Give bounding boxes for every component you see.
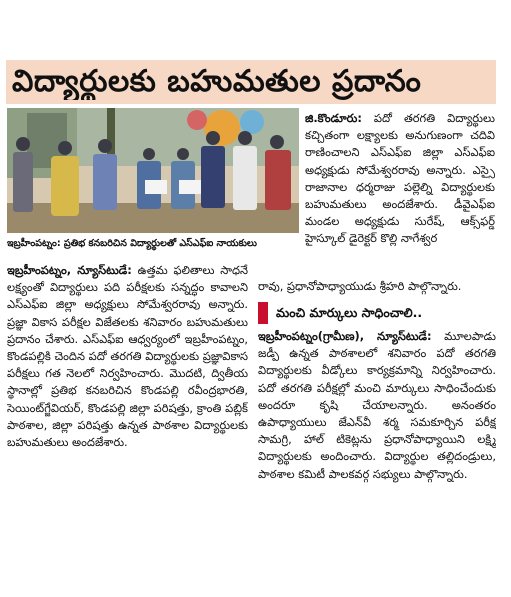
photo-caption: ఇబ్రహీంపట్నం: ప్రతిభ కనబరిచిన విద్యార్థులతో ఎస్‌ఎఫ్‌ఐ నాయకులు xyxy=(7,238,257,249)
subhead-marker xyxy=(258,302,268,324)
story-gkonduru xyxy=(305,110,495,278)
headline: విద్యార్థులకు బహుమతుల ప్రదానం xyxy=(12,64,422,99)
story-rural-dateline: ఇబ్రహీంపట్నం(గ్రామీణ), న్యూస్‌టుడే: xyxy=(258,329,432,343)
story-rural-body: మూలపాడు జడ్పీ ఉన్నత పాఠశాలలో శనివారం పదో తరగతి విద్యార్థులకు వీడ్కోలు కార్యక్రమాన్ని నిర్వహించారు. పదో తరగతి పరీక్షల్లో మంచి మార్కులు సాధించేందుకు అందరూ కృషి చేయాలన్నారు. అనంతరం ఉపాధ్యాయులు జేఎన్‌వీ శర్మ సమకూర్చిన పరీక్ష సామగ్రి, హాల్ టికెట్లను ప్రధానోపాధ్యాయిని లక్ష్మి విద్యార్థులకు అందించారు. విద్యార్థుల తల్లిదండ్రులు, పాఠశాల కమిటీ పాలకవర్గ సభ్యులు పాల్గొన్నారు. xyxy=(258,329,496,481)
story-ibrahimpatnam-dateline: ఇబ్రహీంపట్నం, న్యూస్‌టుడే: xyxy=(7,263,132,277)
story-rural xyxy=(258,328,496,512)
story-ibrahimpatnam-body: ఉత్తమ ఫలితాలు సాధనే లక్ష్యంతో విద్యార్థులు పది పరీక్షలకు సన్నద్ధం కావాలని ఎస్‌ఎఫ్‌ఐ జిల్లా అధ్యక్షులు సోమేశ్వరరావు అన్నారు. ప్రజ్ఞా వికాస పరీక్షల విజేతలకు శనివారం బహుమతులు ప్రదానం చేశారు. ఎస్‌ఎఫ్‌ఐ ఆధ్వర్యంలో ఇబ్రహీంపట్నం, కొండపల్లికి చెందిన పదో తరగతి విద్యార్థులకు ప్రజ్ఞావికాస పరీక్షలు గత నెలలో నిర్వహించారు. మొదటి, ద్వితీయ స్థానాల్లో ప్రతిభ కనబరిచిన కొండపల్లి రవీంద్రభారతి, సెయింట్‌గ్జేవియర్, కొండపల్లి జిల్లా పరిషత్తు, క్రాంతి పబ్లిక్ పాఠశాల, జిల్లా పరిషత్తు ఉన్నత పాఠశాల విద్యార్థులకు బహుమతులు అందజేశారు. xyxy=(7,263,248,450)
story-gkonduru-dateline: జి.కొండూరు: xyxy=(305,111,362,125)
story-gkonduru-tail-text: రావు, ప్రధానోపాధ్యాయుడు శ్రీహరి పాల్గొన్నారు. xyxy=(258,279,462,293)
group-photo-image xyxy=(7,108,299,233)
story-gkonduru-body: పదో తరగతి విద్యార్థులు కచ్చితంగా లక్ష్యాలకు అనుగుణంగా చదివి రాణించాలని ఎస్‌ఎఫ్‌ఐ జిల్లా ఎస్‌ఎఫ్‌ఐ అధ్యక్షుడు సోమేశ్వరరావు అన్నారు. ఎస్సై రాజానాల ధర్మరాజు పల్లెల్ని విద్యార్థులకు బహుమతులు అందజేశారు. డీవైఎఫ్‌ఐ మండల అధ్యక్షుడు సురేష్, ఆక్స్‌ఫర్డ్ హైస్కూల్ డైరెక్టర్ కొల్లి నాగేశ్వర xyxy=(305,111,495,246)
news-photo xyxy=(7,108,299,233)
story-ibrahimpatnam xyxy=(7,262,248,562)
subhead: మంచి మార్కులు సాధించాలి.. xyxy=(276,305,423,320)
story-gkonduru-tail xyxy=(258,278,495,298)
